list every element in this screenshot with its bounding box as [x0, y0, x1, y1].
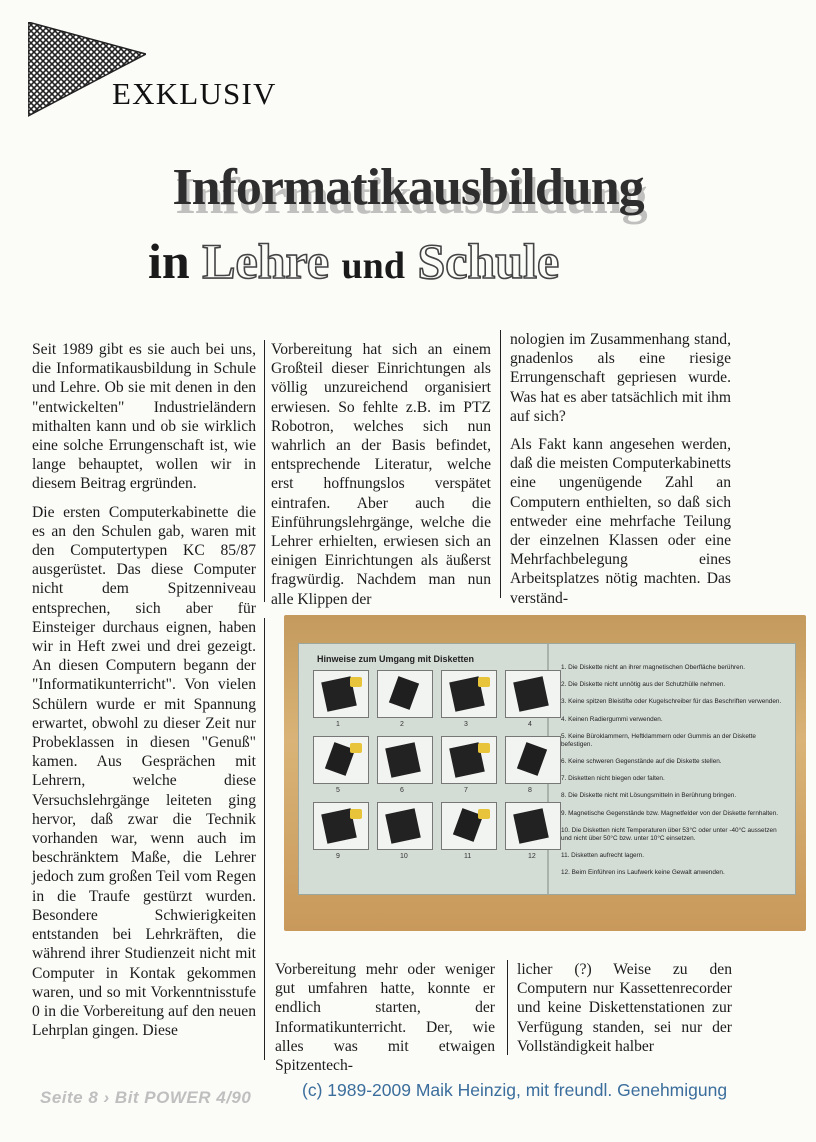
rule-item: 11. Disketten aufrecht lagern.: [561, 851, 645, 859]
paragraph: Als Fakt kann angesehen werden, daß die meisten Computerkabinetts eine ungenügende Zahl an Computern enthielten, so daß sich entweder eine mehrfache Teilung der einzelnen Klassen oder eine Mehrfachbelegung eines Arbeitsplatzes nötig machten. Das verständ-: [510, 436, 731, 607]
rule-item: 6. Keine schweren Gegenstände auf die Diskette stellen.: [561, 757, 722, 765]
subtitle-schule: Schule: [417, 233, 560, 289]
rule-item: 12. Beim Einführen ins Laufwerk keine Gewalt anwenden.: [561, 869, 725, 877]
rule-item: 5. Keine Büroklammern, Heftklammern oder Gummis an der Diskette befestigen.: [561, 732, 756, 748]
tile-number: 1: [336, 721, 340, 728]
poster-title: Hinweise zum Umgang mit Disketten: [317, 654, 475, 664]
tile-number: 10: [400, 853, 408, 860]
tile-number: 2: [400, 721, 404, 728]
tile-number: 4: [528, 721, 532, 728]
hand-illustration: [350, 809, 362, 819]
section-label: EXKLUSIV: [112, 76, 277, 111]
instruction-tile: [441, 802, 497, 860]
rule-item: 8. Die Diskette nicht mit Lösungsmitteln in Berührung bringen.: [561, 792, 737, 800]
instruction-tile: [505, 802, 561, 860]
diskette-illustration: [385, 808, 421, 844]
instruction-tile: [377, 802, 433, 860]
rule-item: 9. Magnetische Gegenstände bzw. Magnetfelder von der Diskette fernhalten.: [561, 809, 779, 817]
hand-illustration: [478, 809, 490, 819]
text-column-2: [271, 340, 491, 618]
instruction-tile: [505, 670, 561, 728]
column-divider: [264, 340, 265, 602]
article-title: Informatikausbildung: [172, 159, 644, 216]
diskette-poster-photo: [284, 615, 806, 931]
rule-item: 7. Disketten nicht biegen oder falten.: [561, 775, 665, 783]
text-column-2-continued: [275, 960, 495, 1084]
paragraph: Vorbereitung mehr oder weniger gut umfahren hatte, konnte er endlich starten, der Informatikunterricht. Der, wie alles was mit etwaigen Spitzentech-: [275, 961, 495, 1075]
rule-item: 3. Keine spitzen Bleistifte oder Kugelschreiber für das Beschriften verwenden.: [561, 698, 782, 706]
diskette-illustration: [513, 808, 549, 844]
copyright-credit: (c) 1989-2009 Maik Heinzig, mit freundl. Genehmigung: [302, 1080, 728, 1100]
paragraph: licher (?) Weise zu den Computern nur Kassettenrecorder und keine Diskettenstationen zur Verfügung standen, sei nur der Vollständigkeit halber: [517, 961, 732, 1055]
diskette-illustration: [389, 676, 419, 710]
tile-number: 8: [528, 787, 532, 794]
paragraph: nologien im Zusammenhang stand, gnadenlos als eine riesige Errungenschaft gepriesen wurde. Was hat es aber tatsächlich mit ihm auf sich?: [510, 331, 731, 425]
instruction-tile: [441, 670, 497, 728]
hand-illustration: [478, 743, 490, 753]
hand-illustration: [478, 677, 490, 687]
tile-number: 11: [464, 853, 472, 860]
tile-number: 12: [528, 853, 536, 860]
tile-number: 7: [464, 787, 468, 794]
paragraph: Vorbereitung hat sich an einem Großteil dieser Einrichtungen als völlig unzureichend organisiert erwiesen. So fehlte z.B. im PTZ Robotron, welches sich nun wahrlich an der Basis befindet, entsprechende Literatur, welche erst hoffnungslos verspätet eintrafen. Aber auch die Einführungslehrgänge, welche die Lehrer erhielten, erwiesen sich an einigen Einrichtungen als äußerst fragwürdig. Nachdem man nun alle Klippen der: [271, 341, 491, 608]
diskette-illustration: [517, 742, 547, 776]
paragraph: Die ersten Computerkabinette die es an den Schulen gab, waren mit den Computertypen KC 85/87 ausgerüstet. Das diese Computer nicht dem Spitzenniveau entsprechen, sich aber für Einsteiger durchaus eignen, haben wir in Heft zwei und drei gezeigt. An diesen Computern begann der "Informatikunterricht". Von vielen Schülern wurde er mit Spannung erwartet, obwohl zu dieser Zeit nur Probeklassen in diesen "Genuß" kamen. Aus Gesprächen mit Lehrern, welche diese Versuchslehrgänge leiteten ging hervor, daß zwar die Technik vorhanden war, wenn auch im beschränktem Maße, die Lehrer jedoch zum großen Teil vom Regen in die Traufe gestürzt wurden. Besondere Schwierigkeiten entstanden bei Lehrkräften, die während ihrer Studienzeit nicht mit Computer in Kontak gekommen waren, und so mit Vorkenntnisstufe 0 in die Vorbereitung auf den neuen Lehrplan gingen. Diese: [32, 503, 256, 1040]
column-divider: [507, 960, 508, 1055]
text-column-3-continued: [517, 960, 732, 1065]
article-subtitle: [148, 232, 559, 290]
subtitle-und: und: [341, 245, 405, 287]
rules-list: [561, 664, 789, 886]
tile-number: 6: [400, 787, 404, 794]
tile-number: 9: [336, 853, 340, 860]
instruction-tile: [505, 736, 561, 794]
text-column-3: [510, 330, 731, 617]
text-column-1: [32, 340, 256, 1049]
hand-illustration: [350, 677, 362, 687]
column-divider: [264, 618, 265, 1060]
rule-item: 2. Die Diskette nicht unnötig aus der Schutzhülle nehmen.: [561, 681, 726, 689]
instruction-tile: [377, 670, 433, 728]
subtitle-lehre: Lehre: [202, 233, 330, 289]
subtitle-in: in: [148, 233, 190, 289]
page-footer: Seite 8 › Bit POWER 4/90: [40, 1088, 252, 1107]
instruction-tile: [313, 670, 369, 728]
rule-item: 10. Die Disketten nicht Temperaturen über 53°C oder unter -40°C aussetzen und nicht über 50°C bzw. unter 10°C einsetzen.: [561, 826, 777, 842]
instruction-tile: [441, 736, 497, 794]
paragraph: Seit 1989 gibt es sie auch bei uns, die Informatikausbildung in Schule und Lehre. Ob sie mit denen in den "entwickelten" Industrieländern mithalten kann und ob sie wirklich eine solche Errungenschaft ist, wie lange behauptet, wollen wir in diesem Beitrag ergründen.: [32, 341, 256, 493]
diskette-illustration: [385, 742, 421, 778]
instruction-tile: [377, 736, 433, 794]
rule-item: 1. Die Diskette nicht an ihrer magnetischen Oberfläche berühren.: [561, 664, 746, 671]
rule-item: 4. Keinen Radiergummi verwenden.: [561, 715, 663, 723]
tile-number: 3: [464, 721, 468, 728]
tile-number: 5: [336, 787, 340, 794]
instruction-tile: [313, 736, 369, 794]
hand-illustration: [350, 743, 362, 753]
instruction-tile: [313, 802, 369, 860]
poster: [298, 643, 796, 895]
column-divider: [500, 330, 501, 598]
diskette-illustration: [513, 676, 549, 712]
